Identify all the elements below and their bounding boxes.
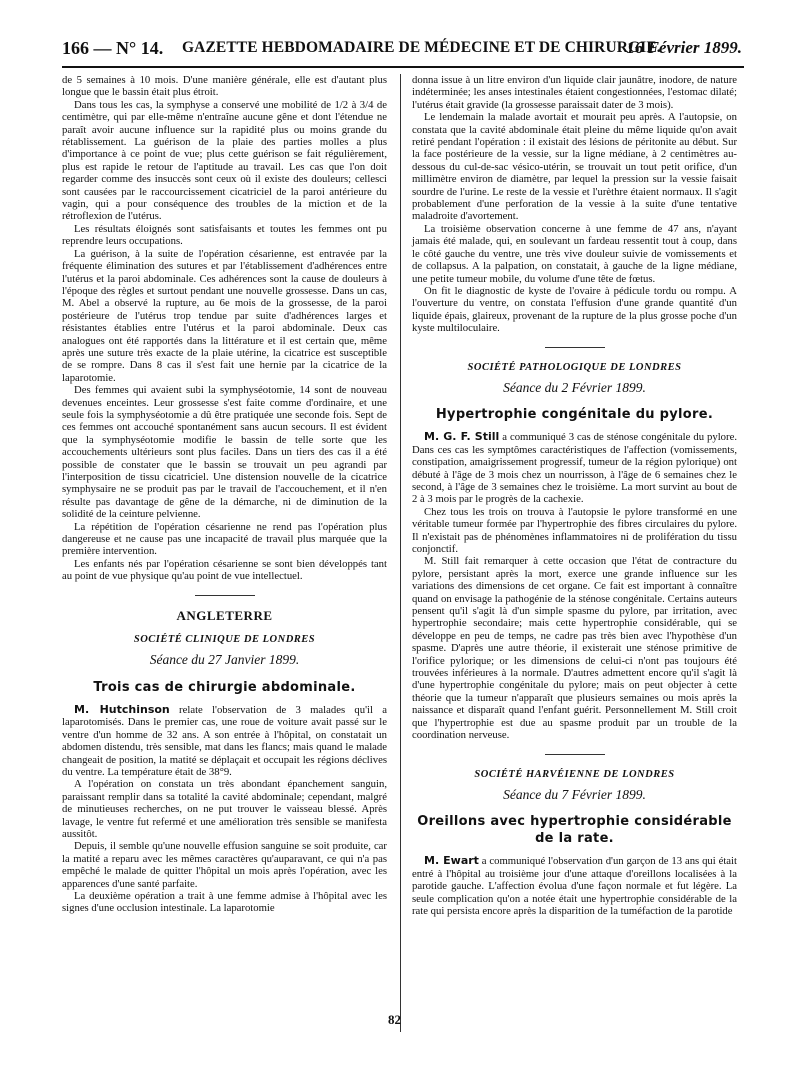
folio-number: 82 [388, 1012, 401, 1027]
header-rule [62, 66, 744, 68]
section-separator [545, 347, 605, 348]
paragraph: Depuis, il semble qu'une nouvelle effusion sanguine se soit produite, car la matité a reparu avec les mêmes caractères qu'auparavant, ce qui n'a pas empêché le malade de quitter l'hôpital un mois après l'opération, avec les apparences d'une santé parfaite. [62, 840, 387, 890]
country-heading: ANGLETERRE [176, 607, 273, 623]
paragraph: M. Hutchinson relate l'observation de 3 malades qu'il a laparotomisés. Dans le premier cas, une roue de voiture avait passé sur le ventre d'un homme de 32 ans. A son entrée à l'hôpital, on constatait un abdomen distendu, très sensible, mat dans les flancs; mais quand le malade changeait de position, la matité se déplaçait et occupait les régions déclives du ventre. La température était de 38°9. [62, 702, 388, 778]
article-title: Oreillons avec hypertrophie considérable de la rate. [417, 814, 732, 847]
right-column [412, 74, 737, 917]
paragraph: Dans tous les cas, la symphyse a conservé une mobilité de 1/2 à 3/4 de centimètre, qui par elle-même n'entraîne aucune gêne et dont l'étendue ne paraît avoir aucune influence sur la rapidité plus ou moins grande du rétablissement. La guérison de la plaie des parties molles a plus d'importance à ce point de vue; plus cette guérison se fait régulièrement, plus est rapide le retour de l'aptitude au travail. Les cas que l'on doit regarder comme des insuccès sont ceux où il existe des douleurs; cellesci sont causées par le raccourcissement cicatriciel de la paroi antérieure du vagin, qui a pour conséquence des troubles de la miction et de la rétroflexion de l'utérus. [62, 98, 387, 223]
paragraph: Chez tous les trois on trouva à l'autopsie le pylore transformé en une véritable tumeur formée par l'hypertrophie des fibres circulaires du pylore. Il n'existait pas de phénomènes inflammatoires ni de prolifération du tissu conjonctif. [412, 505, 737, 555]
paragraph: Le lendemain la malade avortait et mourait peu après. A l'autopsie, on constata que la cavité abdominale était pleine du même liquide qu'on avait retiré pendant l'opération : il existait des lésions de péritonite au début. Sur la face postérieure de la vessie, sur la ligne médiane, à 2 centimètres au-dessous du cul-de-sac vésico-utérin, se trouvait un tout petit orifice, d'un millimètre environ de diamètre, par lequel la pression sur la vessie faisait sourdre de l'urine. Le reste de la vessie et l'urèthre étaient normaux. Il s'agit probablement d'une perforation de la vessie à la suite d'une tentative maladroite d'avortement. [412, 111, 737, 223]
paragraph: donna issue à un litre environ d'un liquide clair jaunâtre, inodore, de nature indéterminée; les anses intestinales étaient congestionnées, l'estomac dilaté; l'utérus était gravide (la grossesse paraissait dater de 3 mois). [412, 74, 737, 111]
paragraph: M. G. F. Still a communiqué 3 cas de sténose congénitale du pylore. Dans ces cas les symptômes caractéristiques de l'affection (vomissements, constipation, amaigrissement progressif, tumeur de la région pylorique) ont débuté à l'âge de 3 mois chez un nourrisson, à l'âge de 6 semaines chez le second, à l'âge de 3 semaines chez le troisième. La mort survint au bout de 2 à 3 mois par le progrès de la cachexie. [412, 430, 737, 506]
left-column [62, 74, 387, 915]
paragraph: Les enfants nés par l'opération césarienne se sont bien développés tant au point de vue physique qu'au point de vue intellectuel. [62, 557, 387, 583]
author-name: M. Ewart [424, 854, 479, 868]
paragraph: La répétition de l'opération césarienne ne rend pas l'opération plus dangereuse et ne cause pas une incapacité de travail plus marquée que la première intervention. [62, 520, 387, 558]
session-date: Séance du 27 Janvier 1899. [149, 652, 300, 668]
page-number: 166 — N° 14. [62, 38, 164, 58]
society-heading: SOCIÉTÉ CLINIQUE DE LONDRES [133, 634, 316, 646]
article-title: Hypertrophie congénitale du pylore. [435, 407, 714, 423]
society-heading: SOCIÉTÉ PATHOLOGIQUE DE LONDRES [467, 361, 682, 373]
session-date: Séance du 2 Février 1899. [503, 379, 646, 395]
section-separator [195, 595, 255, 596]
journal-title: GAZETTE HEBDOMADAIRE DE MÉDECINE ET DE CHIRURGIE. [182, 39, 661, 56]
session-date: Séance du 7 Février 1899. [503, 786, 646, 802]
author-name: M. Hutchinson [74, 702, 170, 716]
author-name: M. G. F. Still [424, 430, 500, 444]
paragraph: La deuxième opération a trait à une femme admise à l'hôpital avec les signes d'une occlusion intestinale. La laparotomie [62, 889, 387, 915]
running-header [62, 38, 742, 60]
column-divider [400, 74, 401, 1032]
paragraph: Des femmes qui avaient subi la symphyséotomie, 14 sont de nouveau devenues enceintes. Leur grossesse s'est faite comme d'ordinaire, et une seule fois la symphyséotomie a dû être pratiquée une seconde fois. Sept de ces femmes ont accouché spontanément sans aucun secours. Il est évident que la symphyséotomie modifie le bassin de telle sorte que les accouchements ultérieurs sont plus faciles. Dans un tiers des cas il a été possible de constater que le bassin se trouvait un peu agrandi par l'interposition de tissu cicatriciel. Une distension nouvelle de la cicatrice symphysaire ne se produit pas par le travail de l'accouchement, et il n'en résulte pas davantage de gêne de la démarche, ni de diminution de la solidité de la ceinture pelvienne. [62, 384, 387, 521]
paragraph: A l'opération on constata un très abondant épanchement sanguin, paraissant remplir dans sa totalité la cavité abdominale; cependant, malgré de minutieuses recherches, on ne put trouver le vaisseau blessé. Après lavage, le ventre fut refermé et une amélioration très sensible se manifesta aussitôt. [62, 778, 387, 840]
paragraph: On fit le diagnostic de kyste de l'ovaire à pédicule tordu ou rompu. A l'ouverture du ventre, on constata l'effusion d'une grande quantité d'un liquide épais, glaireux, provenant de la rupture de la plus grosse poche d'un kyste multiloculaire. [412, 284, 737, 335]
paragraph: La guérison, à la suite de l'opération césarienne, est entravée par la fréquente élimination des sutures et par l'établissement d'adhérences entre l'utérus et la paroi abdominale. Ces adhérences sont la cause de douleurs à l'époque des règles et surtout pendant une nouvelle grossesse. Dans un cas, M. Abel a observé la rupture, au 6e mois de la grossesse, de la paroi postérieure de l'utérus trop tendue par suite d'adhérences larges et résistantes établies entre l'utérus et la paroi abdominale. Deux cas analogues ont été rapportés dans la littérature et il est certain que, même après une suture très exacte de la plaie utérine, la cicatrice est susceptible de se rompre. Dans 8 cas il s'est fait une hernie par la cicatrice de la laparotomie. [62, 247, 387, 384]
article-title: Trois cas de chirurgie abdominale. [93, 679, 356, 695]
paragraph: La troisième observation concerne à une femme de 47 ans, n'ayant jamais été malade, qui, en soulevant un fardeau ressentit tout à coup, dans le côté gauche du ventre, une très vive douleur suivie de vomissements et de collapsus. A la palpation, on constatait, à gauche de la ligne médiane, une petite tumeur mobile, du volume d'une tête de fœtus. [412, 222, 737, 285]
paragraph: Les résultats éloignés sont satisfaisants et toutes les femmes ont pu reprendre leurs occupations. [62, 222, 387, 248]
paragraph: M. Ewart a communiqué l'observation d'un garçon de 13 ans qui était entré à l'hôpital au troisième jour d'une attaque d'oreillons localisées à la parotide gauche. L'affection évolua d'une façon normale et fut légère. La seule complication qu'on a notée était une hypertrophie considérable de la rate qui persista encore après la disparition de la tuméfaction de la parotide [412, 854, 737, 917]
paragraph: de 5 semaines à 10 mois. D'une manière générale, elle est d'autant plus longue que le bassin était plus étroit. [62, 74, 387, 99]
issue-date: 16 Février 1899. [626, 38, 742, 57]
society-heading: SOCIÉTÉ HARVÉIENNE DE LONDRES [474, 768, 675, 780]
section-separator [545, 754, 605, 755]
paragraph: M. Still fait remarquer à cette occasion que l'état de contracture du pylore, persistant après la mort, exerce une grande influence sur les variations des dimensions de cet organe. Ce fait est important à connaître quand on envisage la pathogénie de la sténose congénitale. Certains auteurs pensent qu'il s'agit là d'un simple spasme du pylore, par irritation, avec hypertrophie secondaire; mais cette hypertrophie considérable, qui se développe en peu de temps, ne cadre pas très bien avec l'hypothèse d'un spasme. D'après une autre théorie, il existerait une sténose primitive de l'orifice pylorique; or les dimensions de celui-ci n'ont pas toujours été trouvées inférieures à la normale. D'autres admettent encore qu'il s'agit là d'une hypertrophie congénitale du pylore; mais on peut objecter à cette théorie que la tumeur n'apparaît que plusieurs semaines ou mois après la naissance et disparaît quand l'enfant guérit. Personnellement M. Still croit que l'hypertrophie est due au spasme produit par un trouble de la coordination nerveuse. [412, 555, 737, 742]
